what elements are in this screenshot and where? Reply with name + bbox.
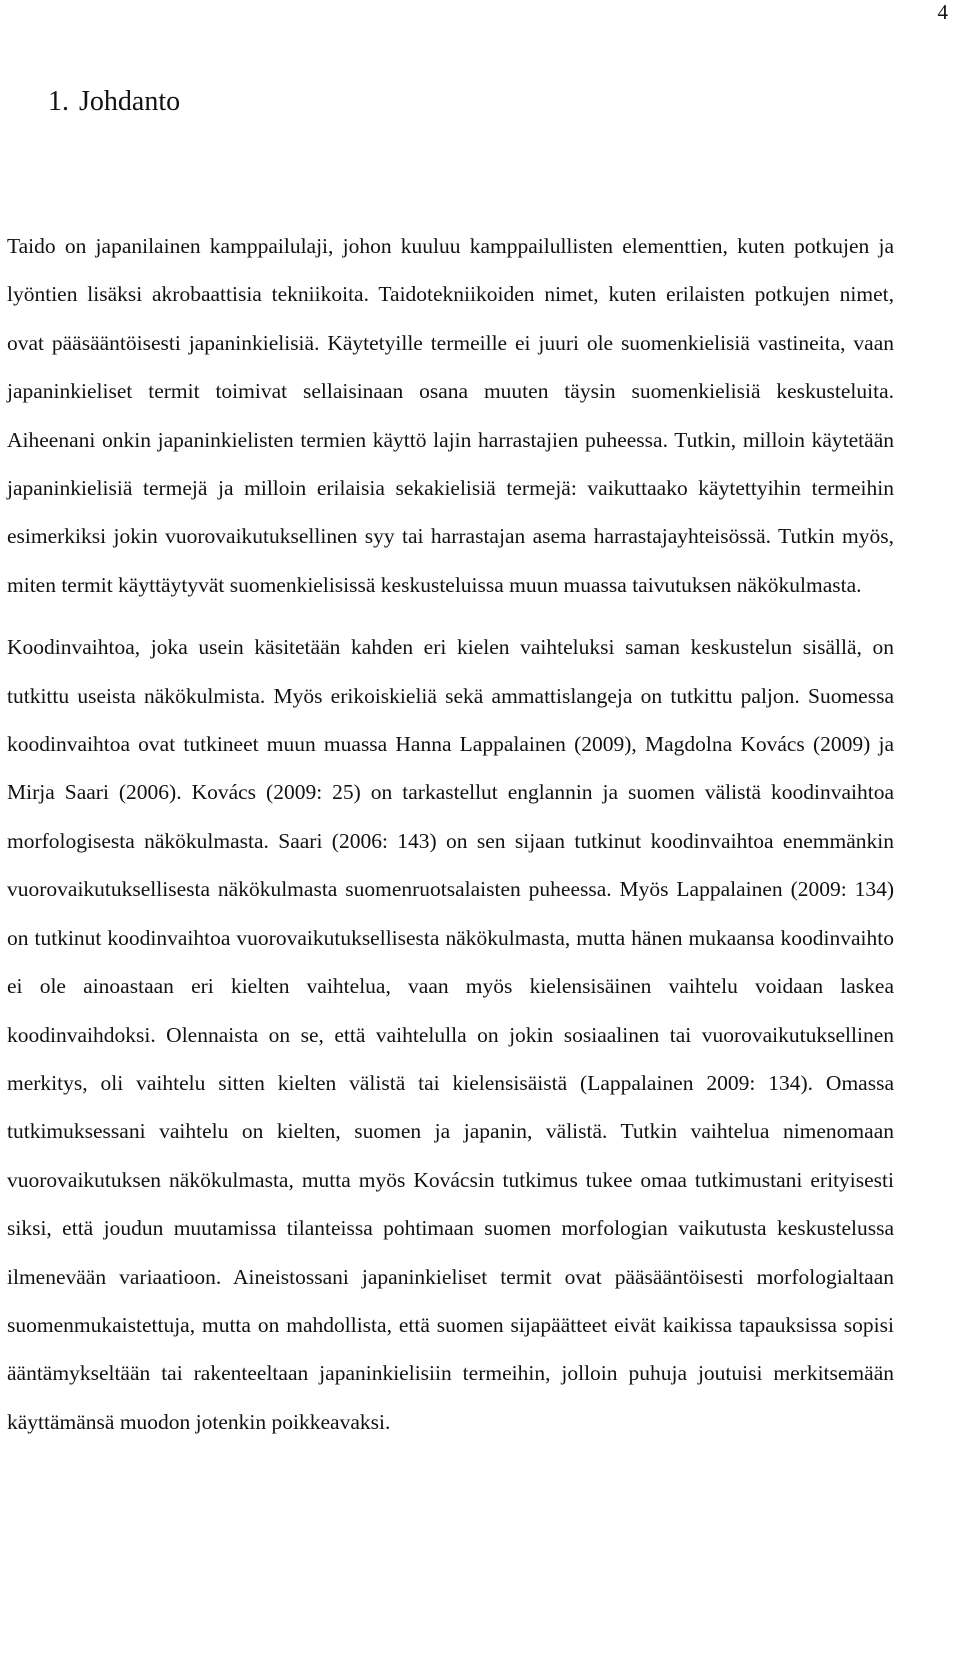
section-heading bbox=[48, 86, 180, 118]
body-text bbox=[7, 222, 894, 1446]
section-number: 1. bbox=[48, 86, 69, 117]
section-title: Johdanto bbox=[79, 86, 181, 117]
paragraph-code-switching: Koodinvaihtoa, joka usein käsitetään kahden eri kielen vaihteluksi saman keskustelun sisällä, on tutkittu useista näkökulmista. Myös erikoiskieliä sekä ammattislangeja on tutkittu paljon. Suomessa koodinvaihtoa ovat tutkineet muun muassa Hanna Lappalainen (2009), Magdolna Kovács (2009) ja Mirja Saari (2006). Kovács (2009: 25) on tarkastellut englannin ja suomen välistä koodinvaihtoa morfologisesta näkökulmasta. Saari (2006: 143) on sen sijaan tutkinut koodinvaihtoa enemmänkin vuorovaikutuksellisesta näkökulmasta suomenruotsalaisten puheessa. Myös Lappalainen (2009: 134) on tutkinut koodinvaihtoa vuorovaikutuksellisesta näkökulmasta, mutta hänen mukaansa koodinvaihto ei ole ainoastaan eri kielten vaihtelua, vaan myös kielensisäinen vaihtelu voidaan laskea koodinvaihdoksi. Olennaista on se, että vaihtelulla on jokin sosiaalinen tai vuorovaikutuksellinen merkitys, oli vaihtelu sitten kielten välistä tai kielensisäistä (Lappalainen 2009: 134). Omassa tutkimuksessani vaihtelu on kielten, suomen ja japanin, välistä. Tutkin vaihtelua nimenomaan vuorovaikutuksen näkökulmasta, mutta myös Kovácsin tutkimus tukee omaa tutkimustani erityisesti siksi, että joudun muutamissa tilanteissa pohtimaan suomen morfologian vaikutusta keskustelussa ilmenevään variaatioon. Aineistossani japaninkieliset termit ovat pääsääntöisesti morfologialtaan suomenmukaistettuja, mutta on mahdollista, että suomen sijapäätteet eivät kaikissa tapauksissa sopisi ääntämykseltään tai rakenteeltaan japaninkielisiin termeihin, jolloin puhuja joutuisi merkitsemään käyttämänsä muodon jotenkin poikkeavaksi. bbox=[7, 635, 894, 1434]
paragraph-intro: Taido on japanilainen kamppailulaji, johon kuuluu kamppailullisten elementtien, kuten potkujen ja lyöntien lisäksi akrobaattisia tekniikoita. Taidotekniikoiden nimet, kuten erilaisten potkujen nimet, ovat pääsääntöisesti japaninkielisiä. Käytetyille termeille ei juuri ole suomenkielisiä vastineita, vaan japaninkieliset termit toimivat sellaisinaan osana muuten täysin suomenkielisiä keskusteluita. Aiheenani onkin japaninkielisten termien käyttö lajin harrastajien puheessa. Tutkin, milloin käytetään japaninkielisiä termejä ja milloin erilaisia sekakielisiä termejä: vaikuttaako käytettyihin termeihin esimerkiksi jokin vuorovaikutuksellinen syy tai harrastajan asema harrastajayhteisössä. Tutkin myös, miten termit käyttäytyvät suomenkielisissä keskusteluissa muun muassa taivutuksen näkökulmasta. bbox=[7, 234, 894, 597]
page-number: 4 bbox=[937, 0, 948, 24]
